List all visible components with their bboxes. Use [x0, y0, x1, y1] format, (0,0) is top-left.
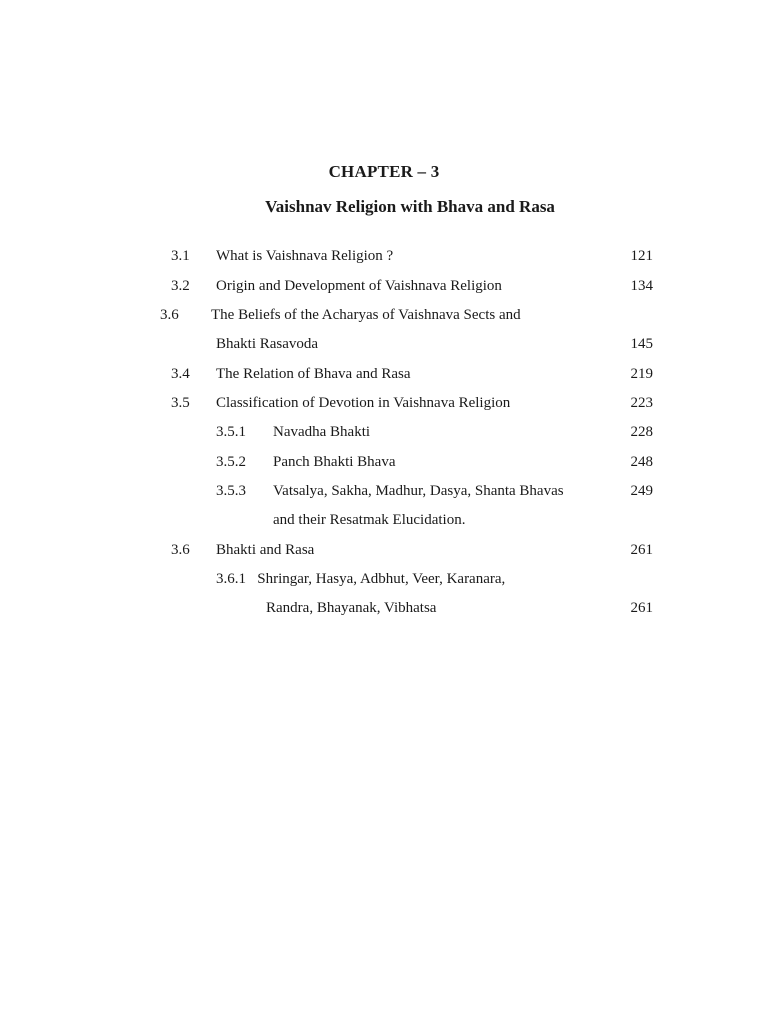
toc-number: 3.6	[171, 542, 190, 558]
toc-page-number: 248	[630, 454, 653, 470]
toc-entry-text: Navadha Bhakti	[273, 424, 371, 440]
toc-number: 3.5	[171, 395, 190, 411]
toc-page-number: 134	[630, 278, 653, 294]
toc-number: 3.5.1	[216, 424, 246, 440]
toc-number: 3.2	[171, 278, 190, 294]
toc-entry-text: Bhakti and Rasa	[216, 542, 315, 558]
toc-entry-text: Origin and Development of Vaishnava Religion	[216, 278, 502, 294]
toc-page-number: 249	[630, 483, 653, 499]
toc-entry-text: The Beliefs of the Acharyas of Vaishnava Sects and	[211, 307, 521, 323]
toc-entry-text: Classification of Devotion in Vaishnava Religion	[216, 395, 511, 411]
chapter-heading: CHAPTER – 3	[328, 162, 440, 181]
toc-number: 3.5.3	[216, 483, 246, 499]
toc-number: 3.5.2	[216, 454, 246, 470]
toc-page-number: 261	[630, 542, 653, 558]
toc-number: 3.1	[171, 248, 190, 264]
toc-page-number: 228	[630, 424, 653, 440]
toc-entry-text: Panch Bhakti Bhava	[273, 454, 396, 470]
toc-entry-text: What is Vaishnava Religion ?	[216, 248, 394, 264]
toc-number: 3.6	[160, 307, 179, 323]
chapter-title: Vaishnav Religion with Bhava and Rasa	[265, 197, 555, 216]
toc-entry-text: The Relation of Bhava and Rasa	[216, 366, 411, 382]
toc-page-number: 223	[630, 395, 653, 411]
toc-entry-text: Vatsalya, Sakha, Madhur, Dasya, Shanta Bhavas	[273, 483, 564, 499]
toc-page-number: 145	[630, 336, 653, 352]
toc-number: 3.4	[171, 366, 190, 382]
toc-page-number: 219	[630, 366, 653, 382]
toc-entry-text: Bhakti Rasavoda	[216, 336, 319, 352]
toc-page-number: 121	[630, 248, 653, 264]
toc-entry-text: and their Resatmak Elucidation.	[273, 512, 466, 528]
toc-entry-text: Randra, Bhayanak, Vibhatsa	[266, 600, 437, 616]
toc-page-number: 261	[630, 600, 653, 616]
toc-entry-text: 3.6.1 Shringar, Hasya, Adbhut, Veer, Karanara,	[216, 571, 506, 587]
